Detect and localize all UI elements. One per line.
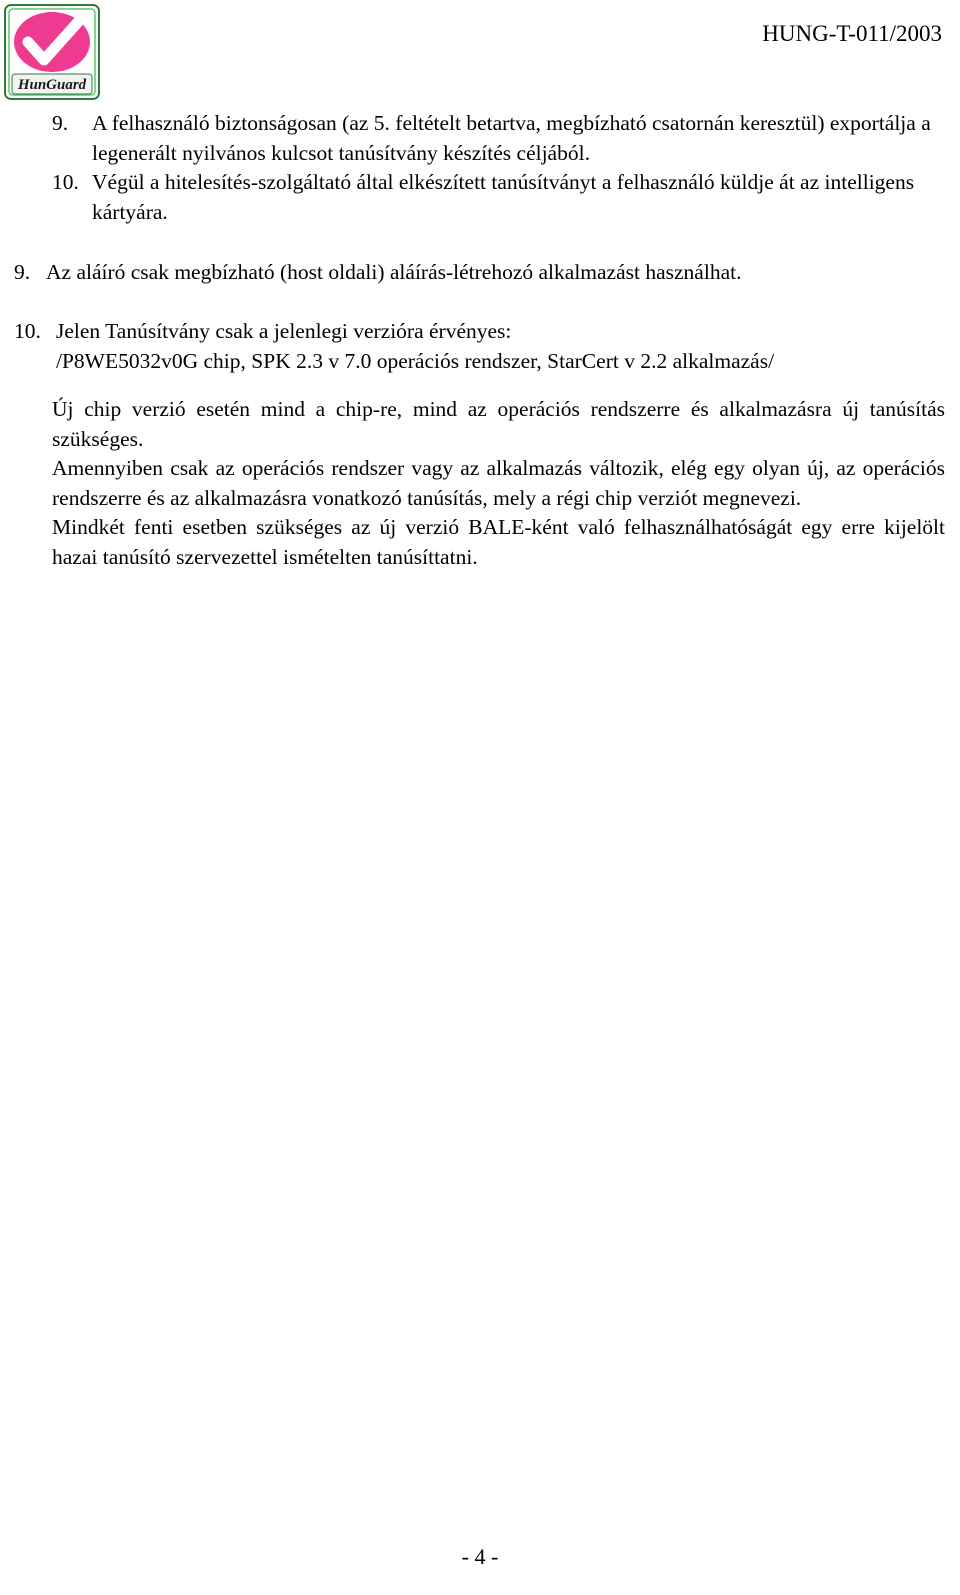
condition-number: 9.	[14, 260, 31, 284]
condition-number: 10.	[14, 319, 41, 343]
svg-text:HunGuard: HunGuard	[17, 77, 87, 93]
condition-text-line1: Jelen Tanúsítvány csak a jelenlegi verzióra érvényes:	[56, 319, 512, 343]
list-item-number: 10.	[52, 170, 79, 194]
list-item-text: A felhasználó biztonságosan (az 5. feltételt betartva, megbízható csatornán keresztül) exportálja a legenerált nyilvános kulcsot tanúsítvány készítés céljából.	[92, 111, 931, 165]
list-item-number: 9.	[52, 111, 69, 135]
paragraph: Amennyiben csak az operációs rendszer vagy az alkalmazás változik, elég egy olyan új, az operációs rendszerre és az alkalmazásra vonatkozó tanúsítás, mely a régi chip verziót megnevezi.	[52, 456, 945, 510]
paragraph: Új chip verzió esetén mind a chip-re, mind az operációs rendszerre és alkalmazásra új tanúsítás szükséges.	[52, 397, 945, 451]
condition-text-line2: /P8WE5032v0G chip, SPK 2.3 v 7.0 operációs rendszer, StarCert v 2.2 alkalmazás/	[56, 348, 775, 373]
hunguard-logo	[4, 4, 100, 100]
list-item	[52, 109, 952, 168]
page-number: - 4 -	[461, 1544, 499, 1569]
inner-numbered-list	[52, 109, 952, 227]
list-item	[52, 168, 952, 227]
condition-text: Az aláíró csak megbízható (host oldali) aláírás-létrehozó alkalmazást használhat.	[46, 260, 742, 284]
condition-item-9	[14, 258, 944, 288]
document-id: HUNG-T-011/2003	[762, 21, 942, 46]
body-paragraphs	[52, 395, 945, 572]
paragraph: Mindkét fenti esetben szükséges az új verzió BALE-ként való felhasználhatóságát egy erre kijelölt hazai tanúsító szervezettel ismételten tanúsíttatni.	[52, 515, 945, 569]
condition-item-10	[14, 317, 944, 376]
list-item-text: Végül a hitelesítés-szolgáltató által elkészített tanúsítványt a felhasználó küldje át az intelligens kártyára.	[92, 170, 915, 224]
